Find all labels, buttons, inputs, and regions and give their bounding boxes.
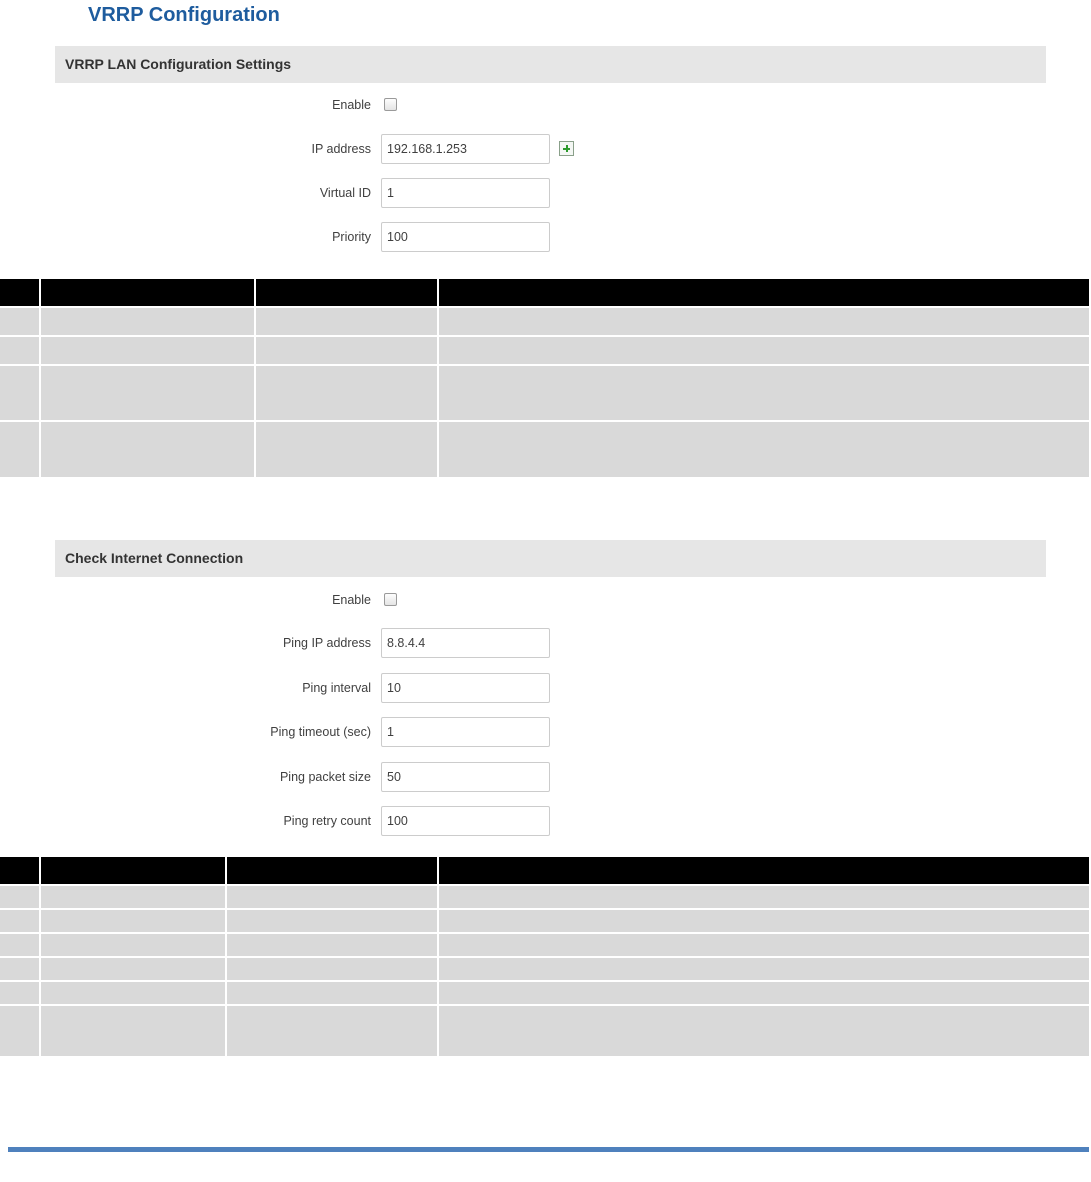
table-header-cell [438,279,1089,307]
vrrp-enable-label: Enable [332,98,371,112]
check-internet-parameters-table [0,857,1089,1056]
table-cell [226,957,438,981]
table-cell [255,421,438,477]
vrrp-enable-checkbox[interactable] [384,98,397,111]
table-row [0,885,1089,909]
table-cell [438,1005,1089,1056]
table-row [0,1005,1089,1056]
footer-divider [8,1147,1089,1152]
section-header-vrrp-lan: VRRP LAN Configuration Settings [55,46,1046,83]
table-header-cell [40,857,226,885]
table-header-cell [0,279,40,307]
row-vrrp-enable [0,90,1091,120]
ping-interval-label: Ping interval [302,681,371,695]
table-cell [438,307,1089,336]
vrrp-ip-input[interactable] [381,134,550,164]
ping-retry-label: Ping retry count [283,814,371,828]
table-cell [0,981,40,1005]
table-cell [0,885,40,909]
vrrp-priority-input[interactable] [381,222,550,252]
table-cell [255,336,438,365]
table-row [0,421,1089,477]
row-ping-retry [0,806,1091,836]
table-cell [438,981,1089,1005]
row-ping-ip [0,628,1091,658]
table-cell [40,933,226,957]
table-cell [226,933,438,957]
table-cell [438,957,1089,981]
section-header-check-internet: Check Internet Connection [55,540,1046,577]
ping-packet-size-input[interactable] [381,762,550,792]
ping-packet-size-label: Ping packet size [279,770,371,784]
ping-timeout-label: Ping timeout (sec) [270,725,371,739]
row-vrrp-virtual-id [0,178,1091,208]
row-ping-timeout [0,717,1091,747]
table-row [0,981,1089,1005]
table-cell [226,885,438,909]
table-row [0,365,1089,421]
ping-ip-input[interactable] [381,628,550,658]
table-cell [0,365,40,421]
table-cell [40,981,226,1005]
table-cell [438,421,1089,477]
table-header-cell [255,279,438,307]
add-icon[interactable] [559,141,574,156]
table-cell [40,365,255,421]
check-enable-checkbox[interactable] [384,593,397,606]
table-cell [0,933,40,957]
table-cell [40,909,226,933]
table-row [0,909,1089,933]
table-cell [40,421,255,477]
table-cell [0,336,40,365]
table-cell [0,307,40,336]
table-cell [255,307,438,336]
table-cell [438,933,1089,957]
table-cell [0,909,40,933]
ping-timeout-input[interactable] [381,717,550,747]
row-ping-interval [0,673,1091,703]
row-vrrp-priority [0,222,1091,252]
vrrp-priority-label: Priority [332,230,371,244]
table-header-row [0,857,1089,885]
row-vrrp-ip [0,134,1091,164]
table-header-row [0,279,1089,307]
table-header-cell [226,857,438,885]
table-cell [438,336,1089,365]
vrrp-parameters-table [0,279,1089,477]
table-cell [0,1005,40,1056]
vrrp-virtual-id-input[interactable] [381,178,550,208]
table-cell [226,1005,438,1056]
table-cell [226,909,438,933]
vrrp-virtual-id-label: Virtual ID [319,186,371,200]
table-cell [438,365,1089,421]
table-row [0,307,1089,336]
table-cell [438,909,1089,933]
table-cell [40,957,226,981]
row-ping-packet-size [0,762,1091,792]
table-header-cell [0,857,40,885]
table-row [0,933,1089,957]
check-enable-label: Enable [332,593,371,607]
table-row [0,957,1089,981]
table-cell [255,365,438,421]
ping-ip-label: Ping IP address [282,636,371,650]
table-cell [40,885,226,909]
table-cell [0,421,40,477]
table-cell [40,1005,226,1056]
table-cell [40,307,255,336]
ping-interval-input[interactable] [381,673,550,703]
table-cell [40,336,255,365]
table-cell [0,957,40,981]
table-header-cell [438,857,1089,885]
row-check-enable [0,585,1091,615]
page-title: VRRP Configuration [88,4,280,26]
table-cell [438,885,1089,909]
table-header-cell [40,279,255,307]
table-row [0,336,1089,365]
table-cell [226,981,438,1005]
vrrp-ip-label: IP address [311,142,371,156]
ping-retry-input[interactable] [381,806,550,836]
